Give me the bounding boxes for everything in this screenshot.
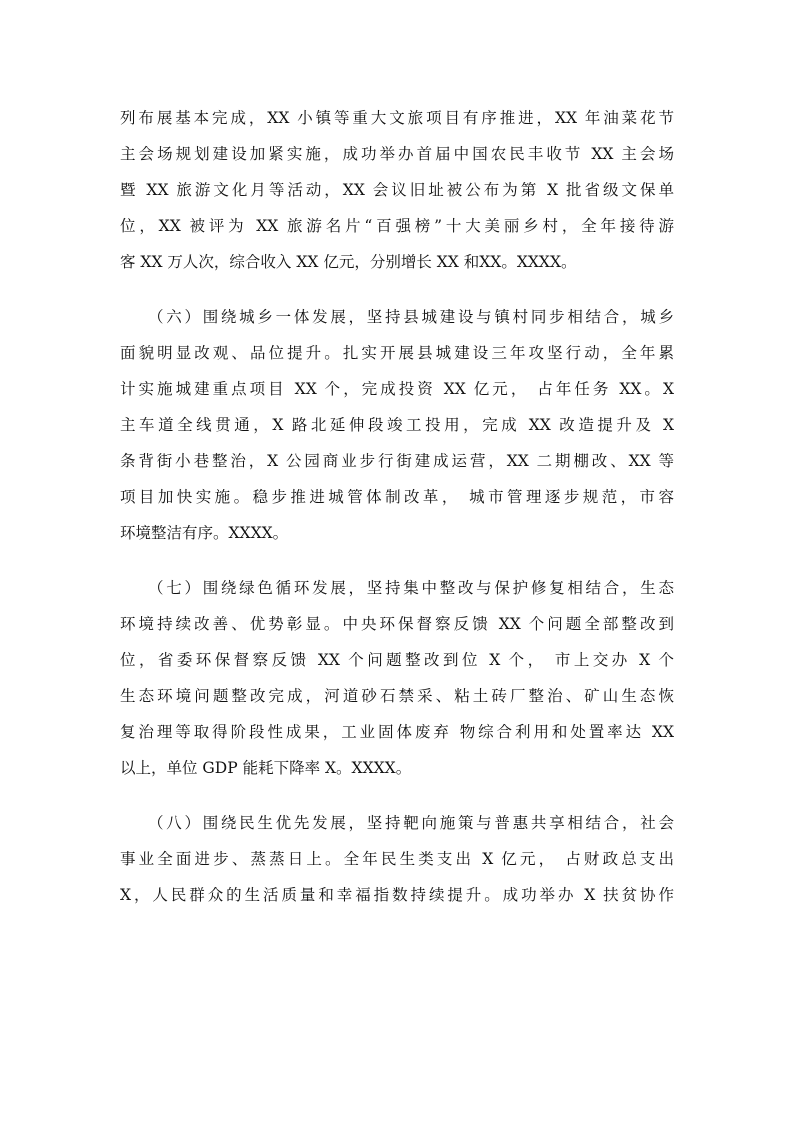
text-line: 项目加快实施。稳步推进城管体制改革， 城市管理逐步规范，市容 xyxy=(120,488,674,506)
text-line: 主车道全线贯通，X 路北延伸段竣工投用，完成 XX 改造提升及 X xyxy=(120,416,674,434)
text-line: （七）围绕绿色循环发展，坚持集中整改与保护修复相结合，生态 xyxy=(148,579,674,597)
text-line: 事业全面进步、蒸蒸日上。全年民生类支出 X 亿元， 占财政总支出 xyxy=(120,850,674,868)
text-line: X，人民群众的生活质量和幸福指数持续提升。成功举办 X 扶贫协作 xyxy=(120,886,674,904)
text-line: 环境整洁有序。XXXX。 xyxy=(120,524,289,542)
text-line: 列布展基本完成，XX 小镇等重大文旅项目有序推进，XX 年油菜花节 xyxy=(120,109,674,127)
text-line: 条背街小巷整治，X 公园商业步行街建成运营，XX 二期棚改、XX 等 xyxy=(120,452,674,470)
text-line: （六）围绕城乡一体发展，坚持县城建设与镇村同步相结合，城乡 xyxy=(148,308,674,326)
text-line: 以上，单位 GDP 能耗下降率 X。XXXX。 xyxy=(120,759,412,777)
text-line: 复治理等取得阶段性成果，工业固体废弃 物综合利用和处置率达 XX xyxy=(120,723,674,741)
text-line: （八）围绕民生优先发展，坚持靶向施策与普惠共享相结合，社会 xyxy=(148,814,674,832)
text-line: 暨 XX 旅游文化月等活动，XX 会议旧址被公布为第 X 批省级文保单 xyxy=(120,181,674,199)
text-line: 计实施城建重点项目 XX 个，完成投资 XX 亿元， 占年任务 XX。X xyxy=(120,380,674,398)
text-line: 主会场规划建设加紧实施，成功举办首届中国农民丰收节 XX 主会场 xyxy=(120,145,674,163)
text-line: 面貌明显改观、品位提升。扎实开展县城建设三年攻坚行动，全年累 xyxy=(120,344,674,362)
text-line: 生态环境问题整改完成，河道砂石禁采、粘土砖厂整治、矿山生态恢 xyxy=(120,687,674,705)
text-line: 环境持续改善、优势彰显。中央环保督察反馈 XX 个问题全部整改到 xyxy=(120,615,674,633)
text-line: 客 XX 万人次，综合收入 XX 亿元，分别增长 XX 和XX。XXXX。 xyxy=(120,253,577,271)
text-line: 位，XX 被评为 XX 旅游名片“百强榜”十大美丽乡村，全年接待游 xyxy=(120,217,674,235)
text-line: 位，省委环保督察反馈 XX 个问题整改到位 X 个， 市上交办 X 个 xyxy=(120,651,674,669)
